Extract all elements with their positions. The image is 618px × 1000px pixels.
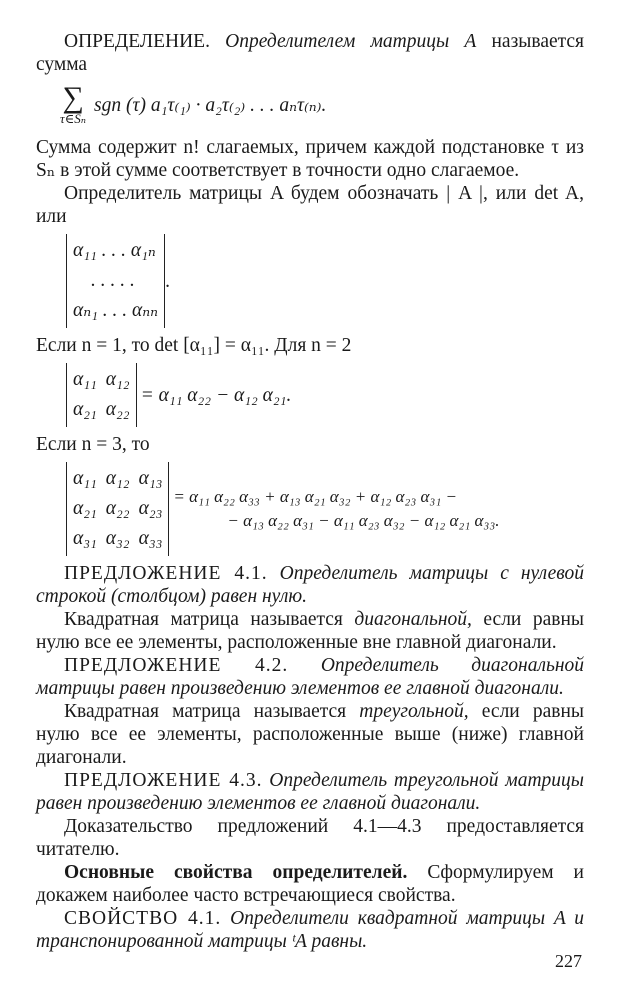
paragraph-text: если равны нулю все ее элементы, расположенные выше (ниже) главной диагонали. (36, 701, 584, 768)
determinant-2x2-formula (66, 363, 584, 427)
det3-row (73, 494, 162, 524)
paragraph-n1-n2: Если n = 1, то det [α₁₁] = α₁₁. Для n = 2 (36, 335, 352, 356)
paragraph-text: если равны нулю все ее элементы, расположенные вне главной диагонали. (36, 609, 584, 653)
paragraph-text: Квадратная матрица называется (64, 701, 347, 722)
proposition-heading: ПРЕДЛОЖЕНИЕ 4.1. (64, 563, 268, 584)
property-heading: СВОЙСТВО 4.1. (64, 908, 222, 929)
determinant-2x2 (66, 363, 137, 427)
proposition-4-1 (36, 562, 584, 608)
proposition-4-3 (36, 769, 584, 815)
det-cell: α₁₁ (73, 468, 97, 489)
sum-symbol-block (60, 81, 87, 126)
definition-rest: называется сумма (36, 31, 585, 75)
proposition-text: Определитель треугольной матрицы равен произведению элементов ее главной диагонали. (36, 770, 584, 814)
det3-rhs-line2: − α₁₃ α₂₂ α₃₁ − α₁₁ α₂₃ α₃₂ − α₁₂ α₂₁ α₃₃. (227, 511, 500, 530)
sum-body: sgn (τ) a₁τ₍₁₎ · a₂τ₍₂₎ . . . aₙτ₍ₙ₎. (94, 94, 327, 116)
det2-row (73, 365, 130, 395)
det-cell: α₁₂ (105, 468, 130, 489)
sum-limit: τ∈Sₙ (60, 111, 87, 126)
proposition-4-2 (36, 654, 584, 700)
det-cell: α₂₂ (105, 399, 130, 420)
sum-formula (60, 81, 584, 126)
property-text: Определители квадратной матрицы A и транспонированной матрицы ᵗA равны. (36, 908, 585, 952)
det3-row (73, 524, 162, 554)
det-suffix: . (165, 270, 170, 292)
term-triangular: треугольной, (359, 701, 469, 722)
definition-heading: ОПРЕДЕЛЕНИЕ. (64, 31, 210, 52)
proposition-text: Определитель матрицы с нулевой строкой (столбцом) равен нулю. (36, 563, 585, 607)
det-cell: αₙ₁ . . . αₙₙ (73, 300, 159, 321)
determinant-3x3 (66, 462, 169, 556)
paragraph-proof-note: Доказательство предложений 4.1—4.3 предоставляется читателю. (36, 816, 584, 860)
determinant-general-matrix (66, 234, 165, 328)
determinant-3x3-formula (66, 462, 584, 556)
property-4-1 (36, 907, 584, 953)
term-diagonal: диагональной, (354, 609, 472, 630)
det-cell: α₃₂ (105, 528, 130, 549)
det-cell: α₁₃ (138, 468, 163, 489)
paragraph-diagonal (36, 608, 584, 654)
paragraph-notation: Определитель матрицы A будем обозначать | A |, или det A, или (36, 183, 584, 227)
proposition-heading: ПРЕДЛОЖЕНИЕ 4.2. (64, 655, 289, 676)
paragraph-text: Квадратная матрица называется (64, 609, 343, 630)
proposition-text: Определитель диагональной матрицы равен произведению элементов ее главной диагонали. (36, 655, 585, 699)
det-cell: . . . . . (91, 270, 135, 291)
paragraph-terms: Сумма содержит n! слагаемых, причем каждой подстановке τ из Sₙ в этой сумме соответствует в точности одно слагаемое. (36, 137, 584, 181)
det-cell: α₂₂ (105, 498, 130, 519)
det2-row (73, 395, 130, 425)
det3-row (73, 464, 162, 494)
det-cell: α₁₁ . . . α₁ₙ (73, 240, 156, 261)
det-cell: α₂₁ (73, 399, 97, 420)
definition-paragraph (36, 30, 584, 76)
general-determinant (66, 234, 584, 328)
det-cell: α₃₁ (73, 528, 97, 549)
det2-rhs: = α₁₁ α₂₂ − α₁₂ α₂₁. (140, 384, 292, 406)
page-number: 227 (555, 951, 582, 971)
det3-rhs (173, 485, 499, 533)
definition-text: Определителем матрицы A (225, 31, 477, 52)
paragraph-properties (36, 861, 584, 907)
det-cell: α₂₁ (73, 498, 97, 519)
sigma-symbol: ∑ (62, 81, 84, 114)
paragraph-text: Сформулируем и докажем наиболее часто встречающиеся свойства. (36, 862, 584, 906)
det-cell: α₂₃ (138, 498, 163, 519)
det-row-last (73, 296, 158, 326)
paragraph-n3: Если n = 3, то (36, 434, 150, 455)
page-content (36, 30, 584, 953)
paragraph-triangular (36, 700, 584, 769)
proposition-heading: ПРЕДЛОЖЕНИЕ 4.3. (64, 770, 263, 791)
det-row-middle (73, 266, 158, 296)
det-cell: α₃₃ (138, 528, 163, 549)
section-heading: Основные свойства определителей. (64, 862, 408, 883)
det-cell: α₁₁ (73, 369, 97, 390)
det-cell: α₁₂ (105, 369, 130, 390)
det-row-first (73, 236, 158, 266)
det3-rhs-line1: = α₁₁ α₂₂ α₃₃ + α₁₃ α₂₁ α₃₂ + α₁₂ α₂₃ α₃₁ − (173, 487, 457, 506)
